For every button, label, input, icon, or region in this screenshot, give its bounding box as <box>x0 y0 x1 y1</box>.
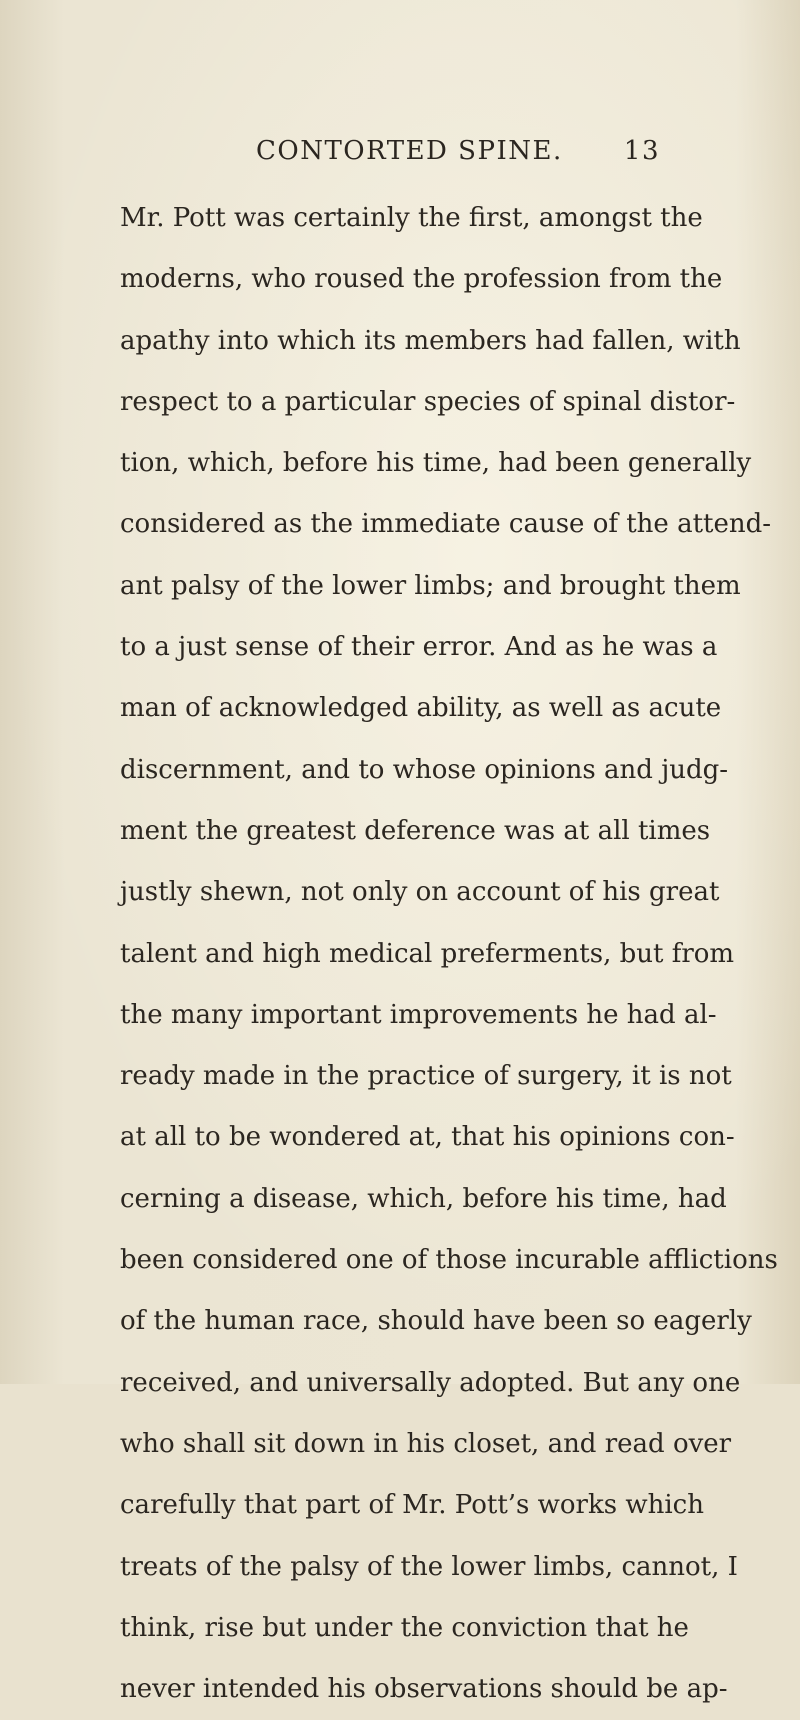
text-line: ment the greatest deference was at all times <box>120 815 711 846</box>
body-paragraph <box>120 188 778 1720</box>
text-line: Mr. Pott was certainly the first, amongst the <box>120 203 703 233</box>
text-line: moderns, who roused the profession from the <box>120 264 723 295</box>
text-line: ready made in the practice of surgery, it is not <box>120 1061 732 1092</box>
text-line: man of acknowledged ability, as well as acute <box>120 693 722 724</box>
text-line: carefully that part of Mr. Pott’s works which <box>120 1490 704 1521</box>
text-line: of the human race, should have been so eagerly <box>120 1306 752 1337</box>
text-line: respect to a particular species of spinal distor- <box>120 386 736 417</box>
text-line: cerning a disease, which, before his time, had <box>120 1183 727 1214</box>
text-line: apathy into which its members had fallen, with <box>120 325 741 356</box>
text-line: the many important improvements he had al- <box>120 999 717 1030</box>
text-line: never intended his observations should be ap- <box>120 1674 728 1705</box>
text-line: considered as the immediate cause of the attend- <box>120 509 772 540</box>
text-line: ant palsy of the lower limbs; and brought them <box>120 570 741 601</box>
text-line: been considered one of those incurable afflictions <box>120 1245 778 1276</box>
page-number: 13 <box>623 136 660 166</box>
text-line: treats of the palsy of the lower limbs, cannot, I <box>120 1551 738 1582</box>
text-line: justly shewn, not only on account of his great <box>120 877 720 908</box>
text-line: received, and universally adopted. But any one <box>120 1367 741 1398</box>
running-title: CONTORTED SPINE. <box>256 136 563 166</box>
text-line: tion, which, before his time, had been generally <box>120 448 752 479</box>
text-line: to a just sense of their error. And as he was a <box>120 632 718 663</box>
text-line: talent and high medical preferments, but from <box>120 938 735 969</box>
text-line: discernment, and to whose opinions and judg- <box>120 754 729 785</box>
running-header <box>256 136 660 176</box>
text-line: who shall sit down in his closet, and read over <box>120 1428 732 1459</box>
text-line: at all to be wondered at, that his opinions con- <box>120 1122 735 1153</box>
text-line: think, rise but under the conviction that he <box>120 1612 689 1643</box>
